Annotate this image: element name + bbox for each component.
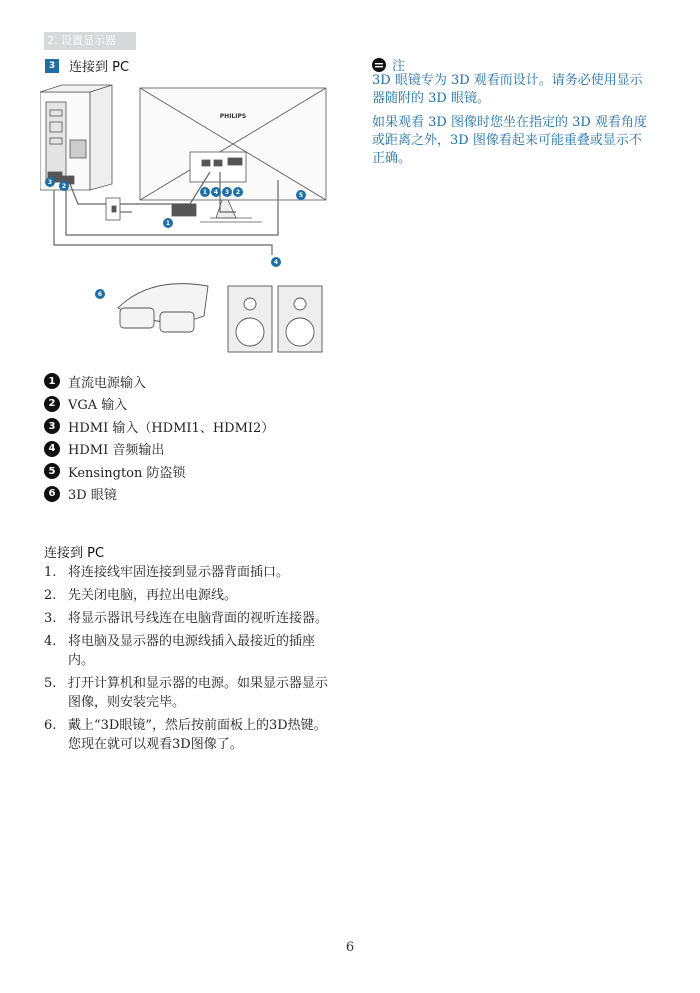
callout-1-monitor-label: 1 — [202, 189, 208, 196]
list-item — [44, 716, 334, 754]
legend-text: VGA 输入 — [68, 398, 128, 414]
legend-item — [44, 393, 274, 416]
legend-item — [44, 415, 274, 438]
pc-tower-illustration — [40, 85, 112, 190]
step-text: 戴上“3D眼镜”，然后按前面板上的3D热键。您现在就可以观看3D图像了。 — [68, 718, 327, 752]
list-item — [44, 563, 334, 582]
note-paragraph: 如果观看 3D 图像时您坐在指定的 3D 观看角度或距离之外，3D 图像看起来可能重叠或显示不正确。 — [372, 115, 647, 166]
legend-number: 1 — [44, 373, 60, 389]
note-title: 注 — [392, 59, 406, 74]
step-index: 5. — [44, 676, 57, 691]
callout-6-glasses-label: 6 — [97, 291, 103, 298]
callout-4-monitor-label: 4 — [213, 189, 219, 196]
legend-number: 6 — [44, 486, 60, 502]
connect-title: 连接到 PC — [44, 546, 105, 561]
legend-item — [44, 370, 274, 393]
list-item — [44, 674, 334, 712]
step-text: 先关闭电脑，再拉出电源线。 — [68, 588, 238, 603]
callout-3-left-label: 3 — [47, 179, 53, 186]
monitor-brand-logo: PHILIPS — [219, 113, 247, 120]
note-body — [372, 72, 648, 174]
step-index: 3. — [44, 611, 57, 626]
step-text: 将显示器讯号线连在电脑背面的视听连接器。 — [68, 611, 329, 626]
legend-item — [44, 438, 274, 461]
step-text: 将电脑及显示器的电源线插入最接近的插座内。 — [68, 634, 316, 668]
step-text: 打开计算机和显示器的电源。如果显示器显示图像，则安装完毕。 — [68, 676, 329, 710]
callout-4-speakers-label: 4 — [273, 259, 279, 266]
legend-text: HDMI 音频输出 — [68, 443, 165, 459]
step-title: 连接到 PC — [69, 60, 130, 75]
list-item — [44, 609, 334, 628]
step-heading — [45, 56, 129, 75]
callout-3-monitor-label: 3 — [224, 189, 230, 196]
note-paragraph: 3D 眼镜专为 3D 观看而设计。请务必使用显示器随附的 3D 眼镜。 — [372, 73, 643, 106]
connection-diagram — [40, 80, 340, 360]
3d-glasses-illustration — [118, 284, 208, 332]
speakers-illustration — [228, 286, 322, 352]
legend-number: 4 — [44, 441, 60, 457]
step-text: 将连接线牢固连接到显示器背面插口。 — [68, 565, 290, 580]
port-legend — [44, 370, 274, 505]
legend-item — [44, 483, 274, 506]
section-tab: 2. 设置显示器 — [44, 32, 136, 50]
legend-text: 直流电源输入 — [68, 375, 147, 391]
step-number-badge: 3 — [45, 59, 59, 73]
step-index: 2. — [44, 588, 57, 603]
callout-5-monitor-label: 5 — [298, 192, 304, 199]
callout-1-adapter-label: 1 — [165, 220, 171, 227]
legend-text: HDMI 输入（HDMI1、HDMI2） — [68, 420, 275, 436]
list-item — [44, 586, 334, 605]
callout-2-left-label: 2 — [61, 183, 67, 190]
legend-number: 2 — [44, 396, 60, 412]
list-item — [44, 632, 334, 670]
step-index: 4. — [44, 634, 57, 649]
connection-steps — [44, 563, 334, 758]
legend-text: Kensington 防盗锁 — [68, 465, 186, 481]
legend-number: 3 — [44, 418, 60, 434]
page-number: 6 — [345, 940, 355, 955]
monitor-back-illustration — [140, 88, 326, 222]
step-index: 6. — [44, 718, 57, 733]
power-outlet-illustration — [106, 198, 196, 220]
legend-text: 3D 眼镜 — [68, 488, 117, 504]
legend-number: 5 — [44, 463, 60, 479]
callout-2-monitor-label: 2 — [235, 189, 241, 196]
legend-item — [44, 460, 274, 483]
note-icon — [372, 58, 386, 72]
step-index: 1. — [44, 565, 57, 580]
